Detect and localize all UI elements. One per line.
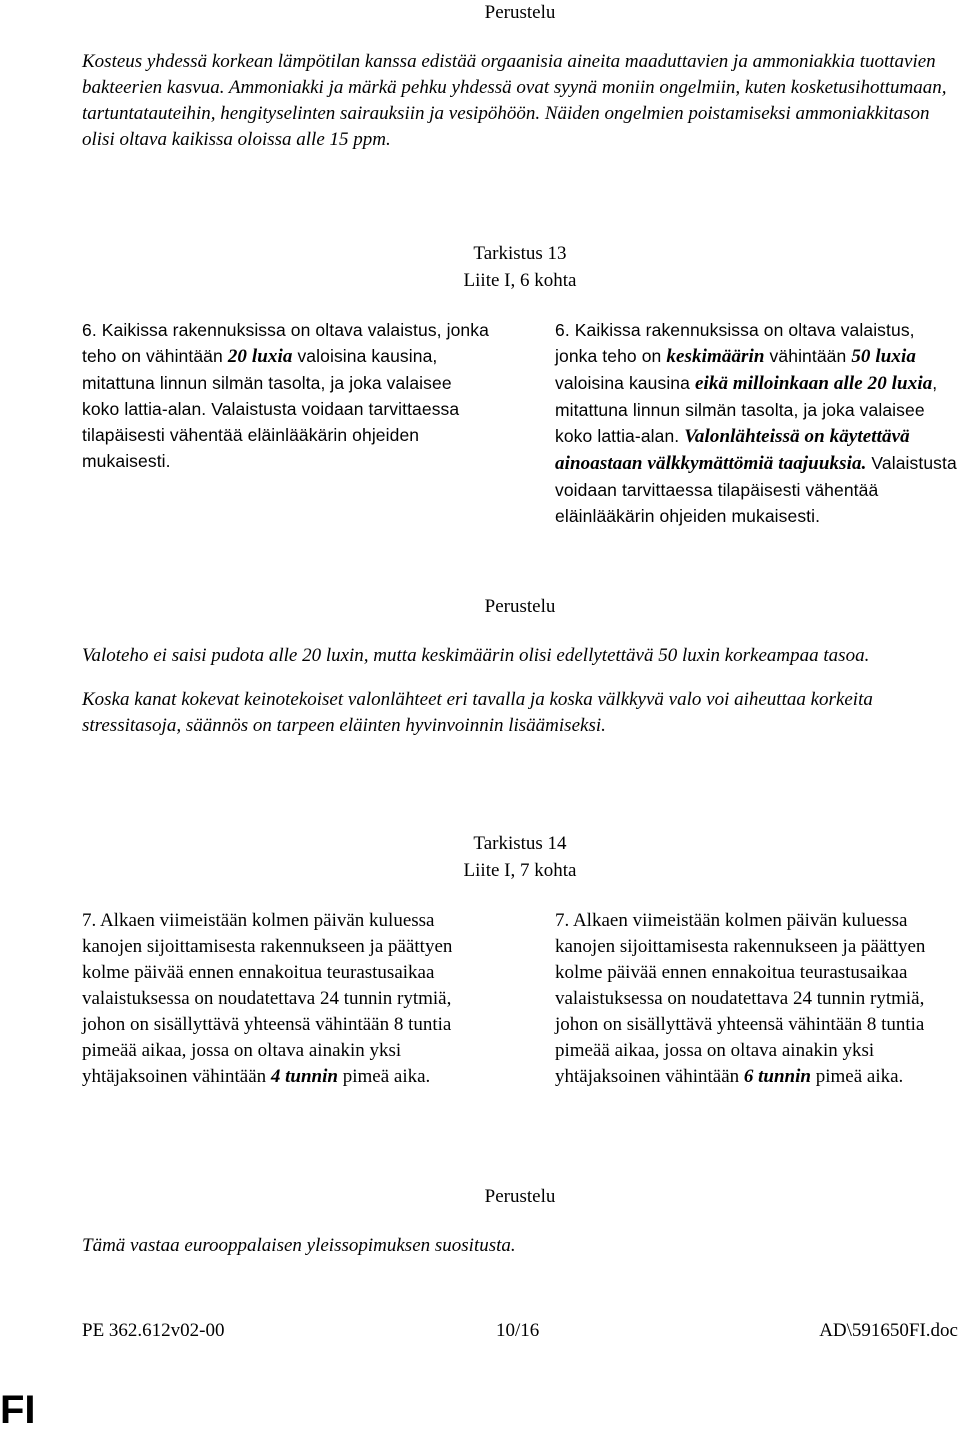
justification-heading-3: Perustelu xyxy=(484,1186,556,1207)
amendment14-commission-text xyxy=(82,908,482,1090)
text-segment: 6. Kaikissa rakennuksissa on oltava valaistus, jonka teho on xyxy=(555,320,915,366)
footer-page-number: 10/16 xyxy=(496,1320,540,1341)
amendment-reference-14: Liite I, 7 kohta xyxy=(463,860,577,881)
changed-text: eikä milloinkaan alle 20 luxia xyxy=(694,373,933,394)
text-segment: 7. Alkaen viimeistään kolmen päivän kuluessa kanojen sijoittamisesta rakennukseen ja päättyen kolme päivää ennen ennakoitua teurastusaikaa valaistuksessa on noudatettava 24 tunnin rytmiä, johon on sisällyttävä yhteensä vähintään 8 tuntia pimeää aikaa, jossa on oltava ainakin yksi yhtäjaksoinen vähintään xyxy=(555,910,926,1087)
footer-file-name: AD\591650FI.doc xyxy=(819,1320,958,1341)
changed-text: keskimäärin xyxy=(666,346,765,367)
text-segment: 6. Kaikissa rakennuksissa on oltava valaistus, jonka teho on vähintään xyxy=(82,320,489,366)
text-segment: pimeä aika. xyxy=(337,1066,431,1087)
text-segment: pimeä aika. xyxy=(810,1066,904,1087)
justification-text-1 xyxy=(82,49,948,153)
justification-paragraph: Kosteus yhdessä korkean lämpötilan kanssa edistää orgaanisia aineita maaduttavien ja ammoniakkia tuottavien bakteerien kasvua. Ammoniakki ja märkä pehku yhdessä ovat syynä moniin ongelmiin, kuten kosketusihottumaan, tartuntatauteihin, hengityselinten sairauksiin ja vesipöhöön. Näiden ongelmien poistamiseksi ammoniakkitason olisi oltava kaikissa oloissa alle 15 ppm. xyxy=(82,51,947,150)
text-segment: vähintään xyxy=(764,346,852,366)
text-segment: 7. Alkaen viimeistään kolmen päivän kuluessa kanojen sijoittamisesta rakennukseen ja päättyen kolme päivää ennen ennakoitua teurastusaikaa valaistuksessa on noudatettava 24 tunnin rytmiä, johon on sisällyttävä yhteensä vähintään 8 tuntia pimeää aikaa, jossa on oltava ainakin yksi yhtäjaksoinen vähintään xyxy=(82,910,453,1087)
justification-text-2 xyxy=(82,643,948,739)
justification-paragraph: Valoteho ei saisi pudota alle 20 luxin, mutta keskimäärin olisi edellytettävä 50 luxin korkeampaa tasoa. xyxy=(82,645,870,666)
changed-text: 50 luxia xyxy=(851,346,917,367)
justification-text-3 xyxy=(82,1233,948,1259)
language-code: FI xyxy=(0,1388,36,1432)
amendment-reference-13: Liite I, 6 kohta xyxy=(463,270,577,291)
changed-text: Valonlähteissä on käytettävä ainoastaan välkkymättömiä taajuuksia. xyxy=(555,426,910,474)
amendment-title-14: Tarkistus 14 xyxy=(473,833,567,854)
justification-heading-1: Perustelu xyxy=(484,2,556,23)
amendment13-parliament-text xyxy=(555,317,960,529)
text-segment: valoisina kausina xyxy=(555,373,695,393)
text-segment: , mitattuna linnun silmän tasolta, ja joka valaisee koko lattia-alan. xyxy=(555,373,938,446)
justification-paragraph: Tämä vastaa eurooppalaisen yleissopimuksen suositusta. xyxy=(82,1235,516,1256)
text-segment: Valaistusta voidaan tarvittaessa tilapäisesti vähentää eläinlääkärin ohjeiden mukaisesti. xyxy=(555,453,957,526)
amendment13-commission-text xyxy=(82,317,492,474)
amendment14-parliament-text xyxy=(555,908,955,1090)
amendment-title-13: Tarkistus 13 xyxy=(473,243,567,264)
text-segment: valoisina kausina, mitattuna linnun silmän tasolta, ja joka valaisee koko lattia-alan. Valaistusta voidaan tarvittaessa tilapäisesti vähentää eläinlääkärin ohjeiden mukaisesti. xyxy=(82,346,460,471)
changed-text: 20 luxia xyxy=(227,346,293,367)
justification-heading-2: Perustelu xyxy=(484,596,556,617)
footer-doc-ref: PE 362.612v02-00 xyxy=(82,1320,225,1341)
changed-text: 4 tunnin xyxy=(270,1066,338,1087)
changed-text: 6 tunnin xyxy=(743,1066,811,1087)
justification-paragraph: Koska kanat kokevat keinotekoiset valonlähteet eri tavalla ja koska välkkyvä valo voi aiheuttaa korkeita stressitasoja, säännös on tarpeen eläinten hyvinvoinnin lisäämiseksi. xyxy=(82,689,873,736)
